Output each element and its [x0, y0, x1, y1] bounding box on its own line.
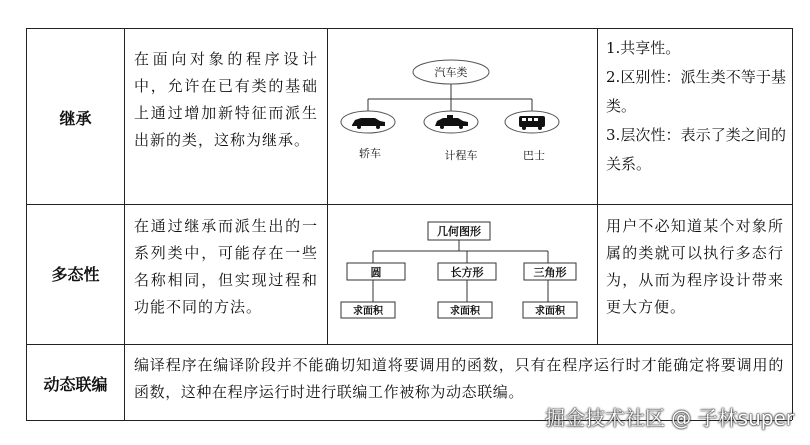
diagram-rectangle-class: 长方形	[450, 266, 484, 279]
diagram-area-method-rectangle: 求面积	[450, 306, 480, 317]
watermark: 掘金技术社区 @ 子林super	[544, 406, 794, 430]
bus-node	[505, 111, 559, 133]
row-notes-polymorphism: 用户不必知道某个对象所属的类就可以执行多态行为，从而为程序设计带来更大方便。	[606, 217, 784, 316]
table-border-right	[792, 28, 793, 420]
row-divider-2	[26, 344, 792, 345]
table-border-left	[26, 28, 27, 420]
row-description-inheritance: 在面向对象的程序设计中，允许在已有类的基础上通过增加新特征而派生出新的类，这称为继承。	[134, 50, 318, 149]
diagram-root-label: 汽车类	[434, 66, 468, 79]
col-divider-3	[597, 28, 598, 344]
note-sharing: 1.共享性。	[606, 39, 681, 57]
diagram-geometry-root: 几何图形	[437, 225, 481, 238]
row-heading-inheritance: 继承	[59, 109, 92, 128]
polymorphism-diagram	[328, 205, 596, 343]
sedan-node	[341, 111, 395, 133]
note-hierarchy: 3.层次性：表示了类之间的关系。	[606, 126, 786, 173]
diagram-circle-class: 圆	[370, 266, 382, 279]
sedan-label: 轿车	[359, 147, 381, 160]
bus-label: 巴士	[523, 149, 545, 162]
taxi-label: 计程车	[444, 149, 478, 162]
row-description-polymorphism: 在通过继承而派生出的一系列类中，可能存在一些名称相同，但实现过程和功能不同的方法。	[134, 217, 318, 316]
inheritance-diagram	[328, 29, 596, 203]
row-heading-polymorphism: 多态性	[51, 265, 100, 284]
diagram-area-method-circle: 求面积	[353, 306, 383, 317]
diagram-area-method-triangle: 求面积	[535, 306, 565, 317]
row-notes-inheritance	[606, 34, 786, 179]
col-divider-1	[124, 28, 125, 420]
taxi-node	[424, 111, 478, 133]
diagram-triangle-class: 三角形	[533, 266, 567, 279]
row-heading-dynamic-binding: 动态联编	[43, 375, 108, 394]
row-description-dynamic-binding: 编译程序在编译阶段并不能确切知道将要调用的函数，只有在程序运行时才能确定将要调用的函数，这种在程序运行时进行联编工作被称为动态联编。	[134, 356, 784, 401]
note-distinction: 2.区别性：派生类不等于基类。	[606, 68, 786, 115]
